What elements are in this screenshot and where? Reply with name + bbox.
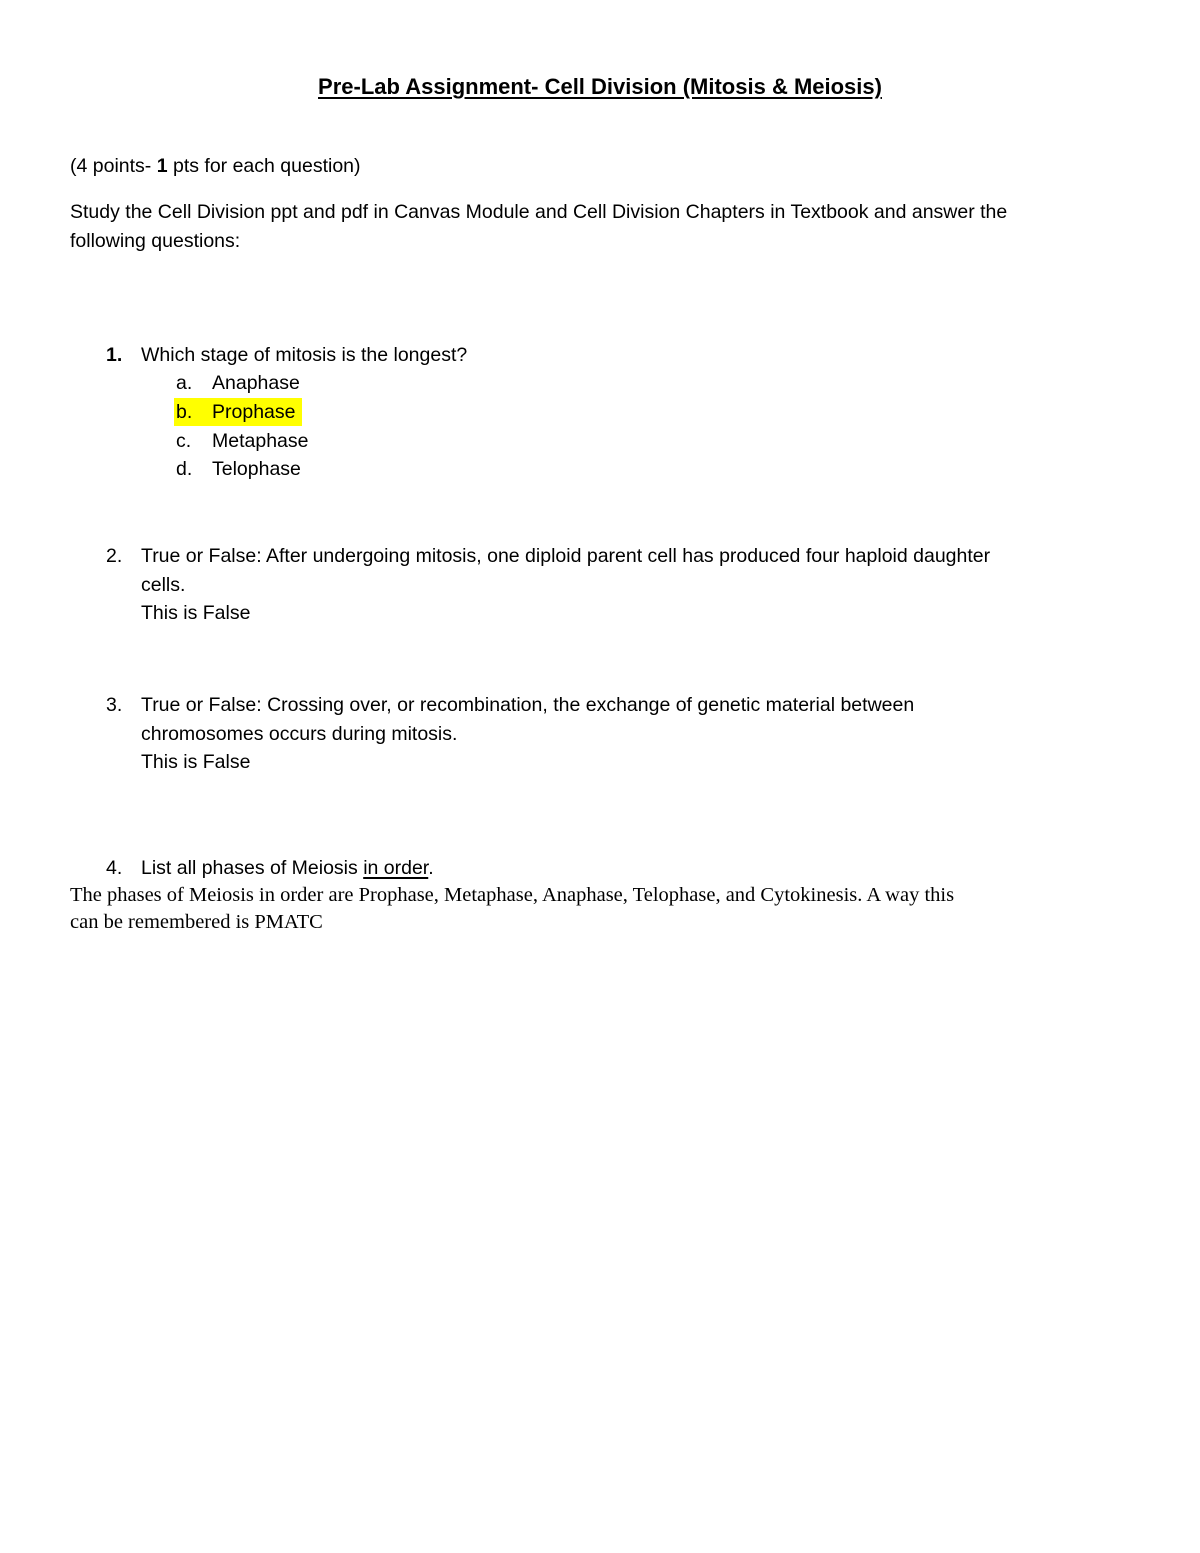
question-4-text xyxy=(141,854,434,882)
question-1-number: 1. xyxy=(106,344,123,366)
question-4-answer-line-2: can be remembered is PMATC xyxy=(70,911,323,933)
question-4-answer-line-1: The phases of Meiosis in order are Prophase, Metaphase, Anaphase, Telophase, and Cytokinesis. A way this xyxy=(70,884,955,906)
points-note xyxy=(70,152,361,180)
option-d-text: Telophase xyxy=(212,458,301,480)
question-2-text-line-2: cells. xyxy=(141,574,186,596)
question-3-text-line-2: chromosomes occurs during mitosis. xyxy=(141,723,458,745)
question-4-prefix: List all phases of Meiosis xyxy=(141,857,364,879)
question-1-text: Which stage of mitosis is the longest? xyxy=(141,344,468,366)
points-bold-one: 1 xyxy=(156,155,168,177)
option-c-text: Metaphase xyxy=(212,430,309,452)
question-3-number: 3. xyxy=(106,694,123,716)
question-2-answer: This is False xyxy=(141,602,251,624)
option-a-letter: a. xyxy=(176,372,193,394)
instructions-line-2: following questions: xyxy=(70,230,241,252)
instructions-line-1: Study the Cell Division ppt and pdf in Canvas Module and Cell Division Chapters in Textbook and answer the xyxy=(70,201,1008,223)
option-b-text: Prophase xyxy=(212,401,296,423)
document-title: Pre-Lab Assignment- Cell Division (Mitosis & Meiosis) xyxy=(318,74,882,99)
question-3-answer: This is False xyxy=(141,751,251,773)
question-2-text-line-1: True or False: After undergoing mitosis, one diploid parent cell has produced four haploid daughter xyxy=(141,545,991,567)
points-rest: pts for each question) xyxy=(167,155,361,177)
question-3-text-line-1: True or False: Crossing over, or recombination, the exchange of genetic material between xyxy=(141,694,915,716)
question-2-number: 2. xyxy=(106,545,123,567)
option-d-letter: d. xyxy=(176,458,193,480)
option-a-text: Anaphase xyxy=(212,372,300,394)
option-b-letter: b. xyxy=(176,401,193,423)
question-4-underlined: in order xyxy=(363,857,429,879)
points-open: (4 points- xyxy=(70,155,157,177)
question-4-number: 4. xyxy=(106,857,123,879)
question-4-suffix: . xyxy=(428,857,434,879)
option-c-letter: c. xyxy=(176,430,192,452)
